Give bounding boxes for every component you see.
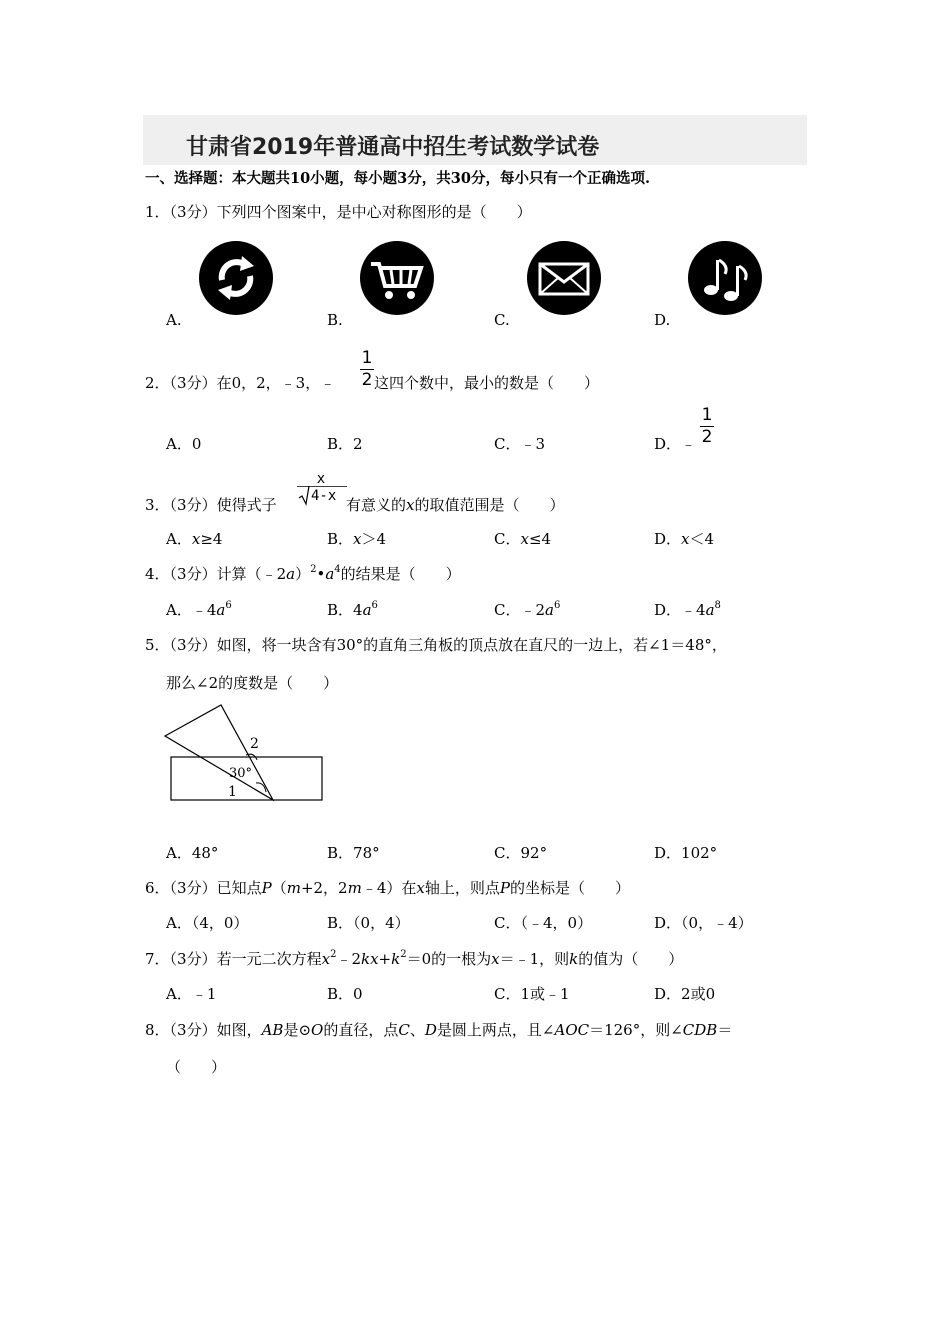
q2-stem-a: 2．（3分）在0，2，﹣3，﹣ — [145, 374, 336, 392]
q6-stem: 6．（3分）已知点P（m+2，2m﹣4）在x轴上，则点P的坐标是（ ） — [145, 879, 630, 897]
q5-option-b: B．78° — [327, 844, 380, 862]
variable-x: x — [406, 496, 415, 514]
q4-option-c: C．$﹣2a^6$ — [494, 600, 561, 619]
fraction-numerator: 1 — [701, 405, 713, 425]
q1-option-c: C. — [494, 311, 510, 329]
q7-option-a: A．﹣1 — [166, 985, 217, 1003]
envelope-icon — [526, 240, 602, 316]
q2-stem-b: 这四个数中，最小的数是（ ） — [374, 374, 600, 392]
q3-option-a: A．x≥4 — [166, 530, 223, 548]
q2-option-c: C．﹣3 — [494, 435, 546, 453]
q5-option-d: D．102° — [654, 844, 718, 862]
expr-numerator: x — [316, 471, 326, 487]
expr-radicand: 4-x — [311, 488, 337, 504]
q5-option-c: C．92° — [494, 844, 548, 862]
paper-title: 甘肃省2019年普通高中招生考试数学试卷 — [186, 135, 600, 160]
q4-option-b: B．$4a^6$ — [327, 600, 378, 619]
fraction-numerator: 1 — [361, 348, 373, 368]
q1-option-b: B. — [327, 311, 343, 329]
q2-option-b: B．2 — [327, 435, 363, 453]
q3-expression — [297, 472, 345, 506]
q5-figure — [160, 700, 330, 808]
q8-stem: 8．（3分）如图，AB是⊙O的直径，点C、D是圆上两点，且∠AOC＝126°，则∠CDB＝ — [145, 1021, 733, 1039]
triangle-set-square — [165, 705, 273, 800]
q2-option-d: D．﹣ — [654, 435, 697, 453]
q2-option-d-fraction — [700, 407, 714, 446]
q6-option-d: D．（0，﹣4） — [654, 914, 753, 932]
fraction-denominator: 2 — [361, 370, 373, 390]
q2-fraction — [360, 350, 374, 389]
label-angle-2: 2 — [250, 736, 259, 752]
q2-option-a: A．0 — [166, 435, 202, 453]
section-heading: 一、选择题：本大题共10小题，每小题3分，共30分，每小只有一个正确选项. — [145, 170, 650, 187]
q6-option-b: B．（0，4） — [327, 914, 410, 932]
music-notes-icon — [687, 240, 763, 316]
q3-stem-b: 有意义的x的取值范围是（ ） — [346, 496, 565, 514]
q8-stem-line2: （ ） — [166, 1058, 227, 1076]
q3-option-c: C．x≤4 — [494, 530, 552, 548]
q1-stem: 1．（3分）下列四个图案中，是中心对称图形的是（ ） — [145, 203, 532, 221]
q1-option-a: A. — [166, 311, 182, 329]
q7-option-b: B．0 — [327, 985, 363, 1003]
q3-option-b: B．x＞4 — [327, 530, 387, 548]
q7-stem: 7．（3分）若一元二次方程$x^2﹣2kx+k^2=0$的一根为x＝﹣1，则k的值为（ ） — [145, 949, 684, 968]
q4-option-d: D．$﹣4a^8$ — [654, 600, 721, 619]
q7-option-c: C．1或﹣1 — [494, 985, 570, 1003]
q4-stem: 4．（3分）计算$(﹣2a)^2•a^4$的结果是（ ） — [145, 564, 461, 583]
q7-option-d: D．2或0 — [654, 985, 716, 1003]
q6-option-a: A．（4，0） — [166, 914, 249, 932]
fraction-denominator: 2 — [701, 427, 713, 447]
q5-stem-line2: 那么∠2的度数是（ ） — [166, 674, 339, 692]
q3-stem-a: 3．（3分）使得式子 — [145, 496, 277, 514]
q3-option-d: D．x＜4 — [654, 530, 715, 548]
q6-option-c: C．（﹣4，0） — [494, 914, 593, 932]
label-angle-1: 1 — [228, 784, 237, 800]
shopping-cart-icon — [359, 240, 435, 316]
q1-option-d: D. — [654, 311, 671, 329]
label-30-degrees: 30° — [229, 766, 253, 781]
q5-option-a: A．48° — [166, 844, 219, 862]
q4-option-a: A．$﹣4a^6$ — [166, 600, 232, 619]
q5-stem-line1: 5．（3分）如图，将一块含有30°的直角三角板的顶点放在直尺的一边上，若∠1＝48°， — [145, 636, 727, 654]
recycle-arrows-icon — [198, 240, 274, 316]
